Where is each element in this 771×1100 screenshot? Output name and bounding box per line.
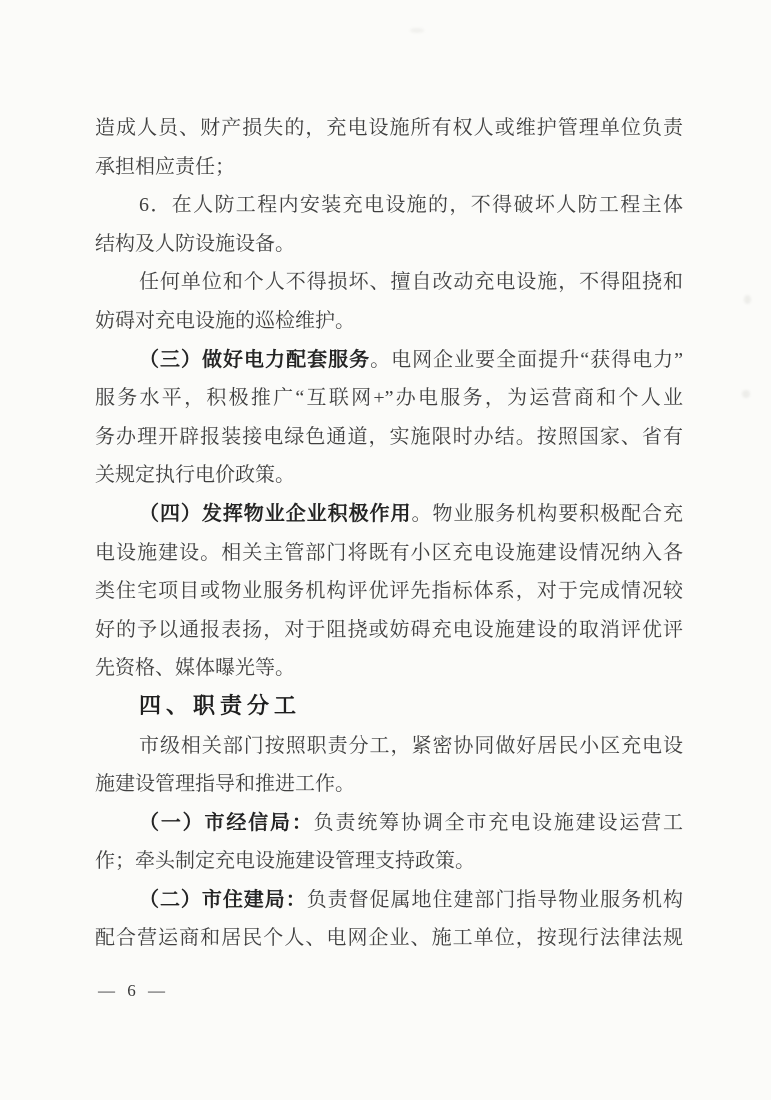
doc-line-text: 承担相应责任； xyxy=(95,155,235,178)
doc-line xyxy=(95,302,683,341)
doc-line xyxy=(95,495,683,534)
doc-line-text: 施建设管理指导和推进工作。 xyxy=(95,773,355,796)
doc-line-text: 务办理开辟报装接电绿色通道，实施限时办结。按照国家、省有 xyxy=(95,425,683,448)
doc-line xyxy=(95,727,683,766)
doc-line-text: 配合营运商和居民个人、电网企业、施工单位，按现行法律法规 xyxy=(95,927,683,950)
doc-line xyxy=(95,881,683,920)
section-heading xyxy=(95,688,683,727)
doc-line xyxy=(95,456,683,495)
doc-line-text: 好的予以通报表扬，对于阻挠或妨碍充电设施建设的取消评优评 xyxy=(95,618,683,641)
doc-line-text: 类住宅项目或物业服务机构评优评先指标体系，对于完成情况较 xyxy=(95,580,683,603)
doc-line-text: 作；牵头制定充电设施建设管理支持政策。 xyxy=(95,850,475,873)
section-heading-label: 四、职责分工 xyxy=(139,693,302,719)
doc-line xyxy=(95,842,683,881)
scan-artifact xyxy=(410,28,424,33)
doc-line-text: 服务水平，积极推广“互联网+”办电服务，为运营商和个人业 xyxy=(95,387,683,410)
page-number: — 6 — xyxy=(98,981,169,1000)
document-body-text xyxy=(95,109,683,958)
doc-line-bold: （二）市住建局： xyxy=(139,888,307,911)
doc-line xyxy=(95,186,683,225)
scan-artifact xyxy=(744,295,751,304)
doc-line xyxy=(95,804,683,843)
doc-line-text: 任何单位和个人不得损坏、擅自改动充电设施，不得阻挠和 xyxy=(139,271,683,294)
doc-line xyxy=(95,148,683,187)
doc-line xyxy=(95,765,683,804)
doc-line xyxy=(95,534,683,573)
doc-line-text: 造成人员、财产损失的，充电设施所有权人或维护管理单位负责 xyxy=(95,117,683,139)
doc-line-text: 负责督促属地住建部门指导物业服务机构 xyxy=(306,888,683,911)
doc-line-bold: （四）发挥物业企业积极作用 xyxy=(139,502,412,525)
doc-line-text: 。物业服务机构要积极配合充 xyxy=(411,502,683,525)
doc-line xyxy=(95,109,683,148)
doc-line xyxy=(95,225,683,264)
doc-line-text: 关规定执行电价政策。 xyxy=(95,464,295,487)
doc-line xyxy=(95,572,683,611)
doc-line xyxy=(95,611,683,650)
doc-line-text: 结构及人防设施设备。 xyxy=(95,232,295,255)
doc-line xyxy=(95,649,683,688)
doc-line-bold: （三）做好电力配套服务 xyxy=(139,348,371,371)
scan-artifact xyxy=(742,390,750,398)
doc-line-text: 电设施建设。相关主管部门将既有小区充电设施建设情况纳入各 xyxy=(95,541,683,564)
doc-line-text: 。电网企业要全面提升“获得电力” xyxy=(370,348,683,371)
doc-line xyxy=(95,379,683,418)
doc-line-text: 市级相关部门按照职责分工，紧密协同做好居民小区充电设 xyxy=(139,734,683,757)
doc-line-text: 妨碍对充电设施的巡检维护。 xyxy=(95,309,355,332)
doc-line-text: 先资格、媒体曝光等。 xyxy=(95,657,295,680)
doc-line-bold: （一）市经信局： xyxy=(139,811,314,834)
doc-line xyxy=(95,341,683,380)
doc-line xyxy=(95,263,683,302)
doc-line xyxy=(95,418,683,457)
doc-line-text: 6．在人防工程内安装充电设施的，不得破坏人防工程主体 xyxy=(139,194,683,217)
doc-line xyxy=(95,919,683,958)
doc-line-text: 负责统筹协调全市充电设施建设运营工 xyxy=(313,811,683,834)
